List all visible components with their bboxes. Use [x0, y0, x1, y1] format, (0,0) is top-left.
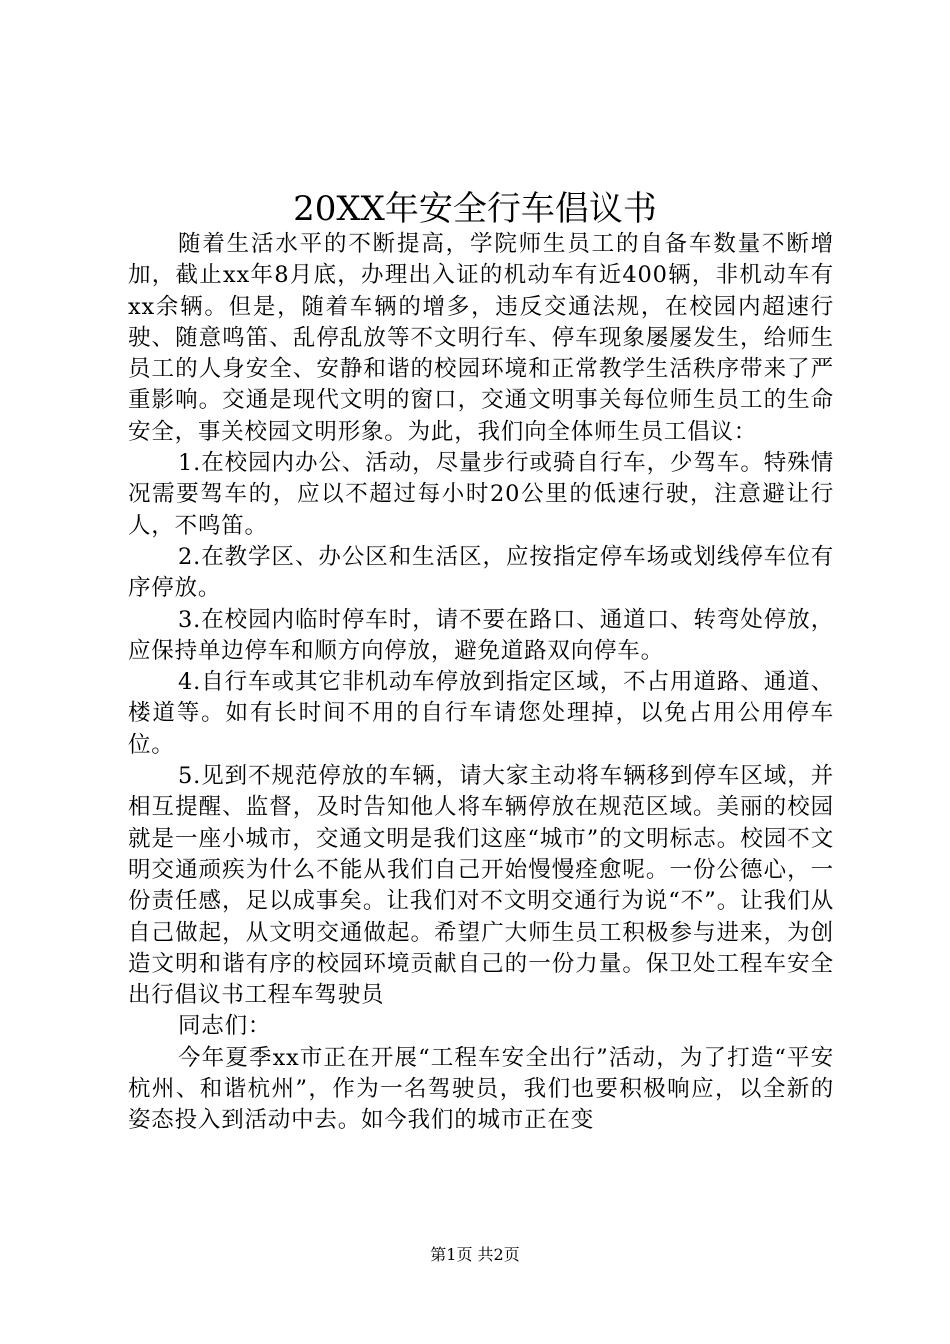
paragraph-intro: 随着生活水平的不断提高，学院师生员工的自备车数量不断增加，截止xx年8月底，办理出入证的机动车有近400辆，非机动车有xx余辆。但是，随着车辆的增多，违反交通法规，在校园内超速行驶、随意鸣笛、乱停乱放等不文明行车、停车现象屡屡发生，给师生员工的人身安全、安静和谐的校园环境和正常教学生活秩序带来了严重影响。交通是现代文明的窗口，交通文明事关每位师生员工的生命安全，事关校园文明形象。为此，我们向全体师生员工倡议：: [128, 231, 834, 445]
paragraph-letter-body: 今年夏季xx市正在开展“工程车安全出行”活动，为了打造“平安杭州、和谐杭州”，作为一名驾驶员，我们也要积极响应，以全新的姿态投入到活动中去。如今我们的城市正在变: [128, 1044, 834, 1134]
paragraph-item-3: 3.在校园内临时停车时，请不要在路口、通道口、转弯处停放，应保持单边停车和顺方向停放，避免道路双向停车。: [128, 606, 834, 664]
paragraph-item-1: 1.在校园内办公、活动，尽量步行或骑自行车，少驾车。特殊情况需要驾车的，应以不超过每小时20公里的低速行驶，注意避让行人，不鸣笛。: [128, 450, 834, 539]
document-body: [128, 229, 834, 1137]
document-title: 20XX年安全行车倡议书: [293, 189, 657, 229]
paragraph-item-2: 2.在教学区、办公区和生活区，应按指定停车场或划线停车位有序停放。: [128, 543, 834, 602]
paragraph-item-5: 5.见到不规范停放的车辆，请大家主动将车辆移到停车区域，并相互提醒、监督，及时告知他人将车辆停放在规范区域。美丽的校园就是一座小城市，交通文明是我们这座“城市”的文明标志。校园不文明交通顽疾为什么不能从我们自己开始慢慢痊愈呢。一份公德心，一份责任感，足以成事矣。让我们对不文明交通行为说“不”。让我们从自己做起，从文明交通做起。希望广大师生员工积极参与进来，为创造文明和谐有序的校园环境贡献自己的一份力量。保卫处工程车安全出行倡议书工程车驾驶员: [128, 763, 834, 1009]
page-number-footer: 第1页 共2页: [430, 1245, 520, 1264]
paragraph-salutation: 同志们：: [178, 1013, 272, 1040]
paragraph-item-4: 4.自行车或其它非机动车停放到指定区域，不占用道路、通道、楼道等。如有长时间不用的自行车请您处理掉，以免占用公用停车位。: [128, 669, 834, 758]
